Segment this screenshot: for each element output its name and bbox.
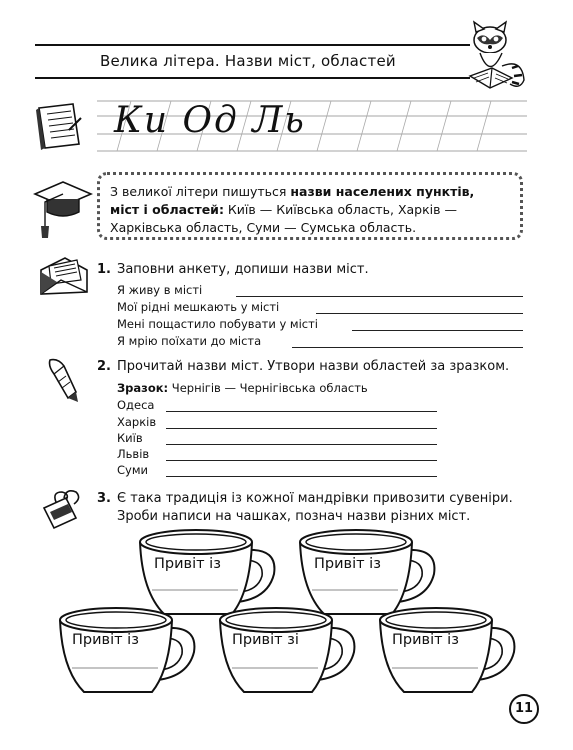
task2-city-1: Одеса — [117, 398, 155, 412]
task2-city-3: Київ — [117, 431, 143, 445]
task2-sample-label: Зразок: — [117, 381, 169, 395]
task1-line2-label: Мої рідні мешкають у місті — [117, 300, 280, 314]
rule-bold-1: назви населених пунктів, — [290, 184, 475, 199]
task1-line1-label: Я живу в місті — [117, 283, 203, 297]
rule-text-3: Харківська область, Суми — Сумська область. — [110, 220, 417, 235]
task2-text: Прочитай назви міст. Утвори назви областей за зразком. — [117, 359, 510, 374]
cup-5-label[interactable]: Привіт із — [392, 632, 459, 648]
task1-text: Заповни анкету, допиши назви міст. — [117, 262, 369, 277]
task3-number: 3. — [97, 491, 111, 506]
cup-1 — [140, 530, 274, 614]
task2-number: 2. — [97, 359, 111, 374]
cup-2 — [300, 530, 434, 614]
rule-text-2: Київ — Київська область, Харків — — [223, 202, 457, 217]
page-title: Велика літера. Назви міст, областей — [100, 52, 396, 70]
rule-bold-2: міст і областей: — [110, 202, 224, 217]
task1-line3-label: Мені пощастило побувати у місті — [117, 317, 318, 331]
cup-4-label[interactable]: Привіт зі — [232, 632, 299, 648]
task3-line1: Є така традиція із кожної мандрівки привозити сувеніри. — [117, 491, 513, 506]
rule-text-1: З великої літери пишуться — [110, 184, 291, 199]
task2-sample-text: Чернігів — Чернігівська область — [168, 381, 368, 395]
cup-1-label[interactable]: Привіт із — [154, 556, 221, 572]
cup-4 — [220, 608, 354, 692]
cup-5 — [380, 608, 514, 692]
cup-3 — [60, 608, 194, 692]
cup-3-label[interactable]: Привіт із — [72, 632, 139, 648]
calligraphy-letters: Ки Од Ль — [114, 100, 306, 141]
cup-2-label[interactable]: Привіт із — [314, 556, 381, 572]
task2-city-5: Суми — [117, 463, 148, 477]
task1-line4-label: Я мрію поїхати до міста — [117, 334, 262, 348]
page-number: 11 — [509, 694, 539, 724]
task2-city-2: Харків — [117, 415, 157, 429]
task1-number: 1. — [97, 262, 111, 277]
task3-line2: Зроби написи на чашках, познач назви різних міст. — [117, 509, 471, 524]
task2-city-4: Львів — [117, 447, 150, 461]
